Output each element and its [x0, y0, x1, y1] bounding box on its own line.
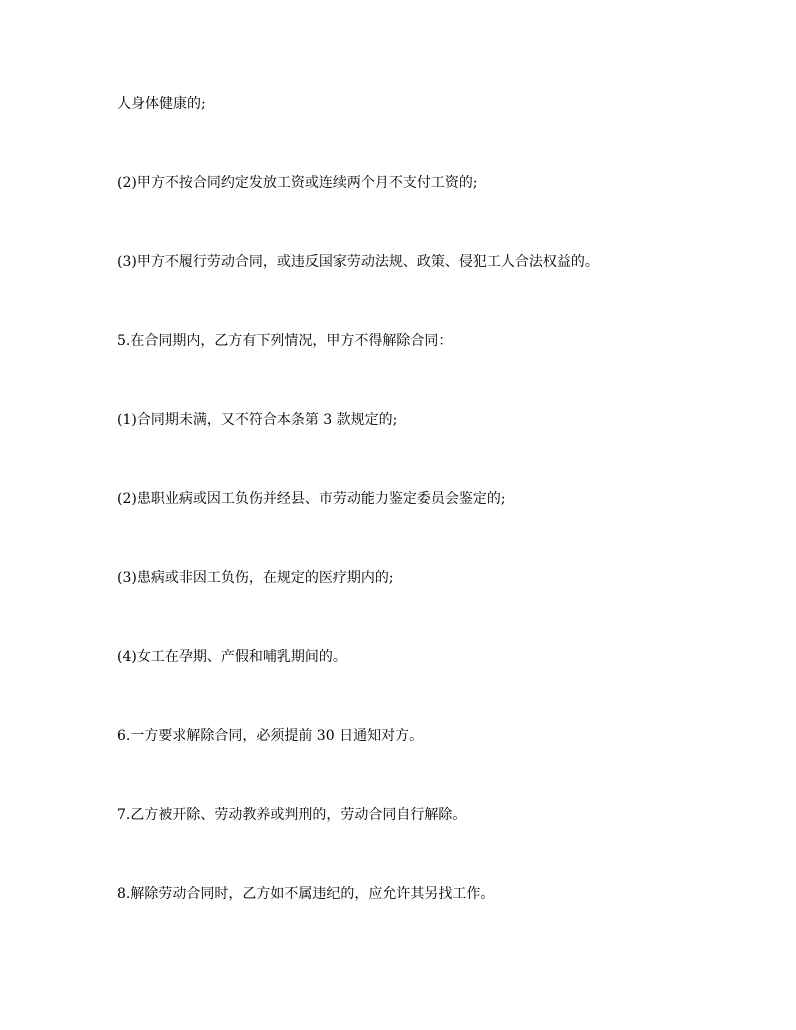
paragraph-medical-period: (3)患病或非因工负伤，在规定的医疗期内的;	[117, 570, 394, 586]
paragraph-term-not-expired: (1)合同期未满，又不符合本条第 3 款规定的;	[117, 412, 398, 428]
paragraph-occupational-disease: (2)患职业病或因工负伤并经县、市劳动能力鉴定委员会鉴定的;	[117, 491, 506, 507]
paragraph-section-5-heading: 5.在合同期内，乙方有下列情况，甲方不得解除合同：	[117, 333, 453, 349]
paragraph-wage-clause: (2)甲方不按合同约定发放工资或连续两个月不支付工资的;	[117, 175, 478, 191]
paragraph-pregnancy-leave: (4)女工在孕期、产假和哺乳期间的。	[117, 649, 347, 665]
paragraph-section-7-termination: 7.乙方被开除、劳动教养或判刑的，劳动合同自行解除。	[117, 807, 467, 823]
paragraph-section-6-notice: 6.一方要求解除合同，必须提前 30 日通知对方。	[117, 728, 424, 744]
paragraph-contract-violation-clause: (3)甲方不履行劳动合同，或违反国家劳动法规、政策、侵犯工人合法权益的。	[117, 254, 599, 270]
paragraph-section-8-new-job: 8.解除劳动合同时，乙方如不属违纪的，应允许其另找工作。	[117, 886, 495, 902]
paragraph-health-clause: 人身体健康的;	[117, 96, 206, 112]
